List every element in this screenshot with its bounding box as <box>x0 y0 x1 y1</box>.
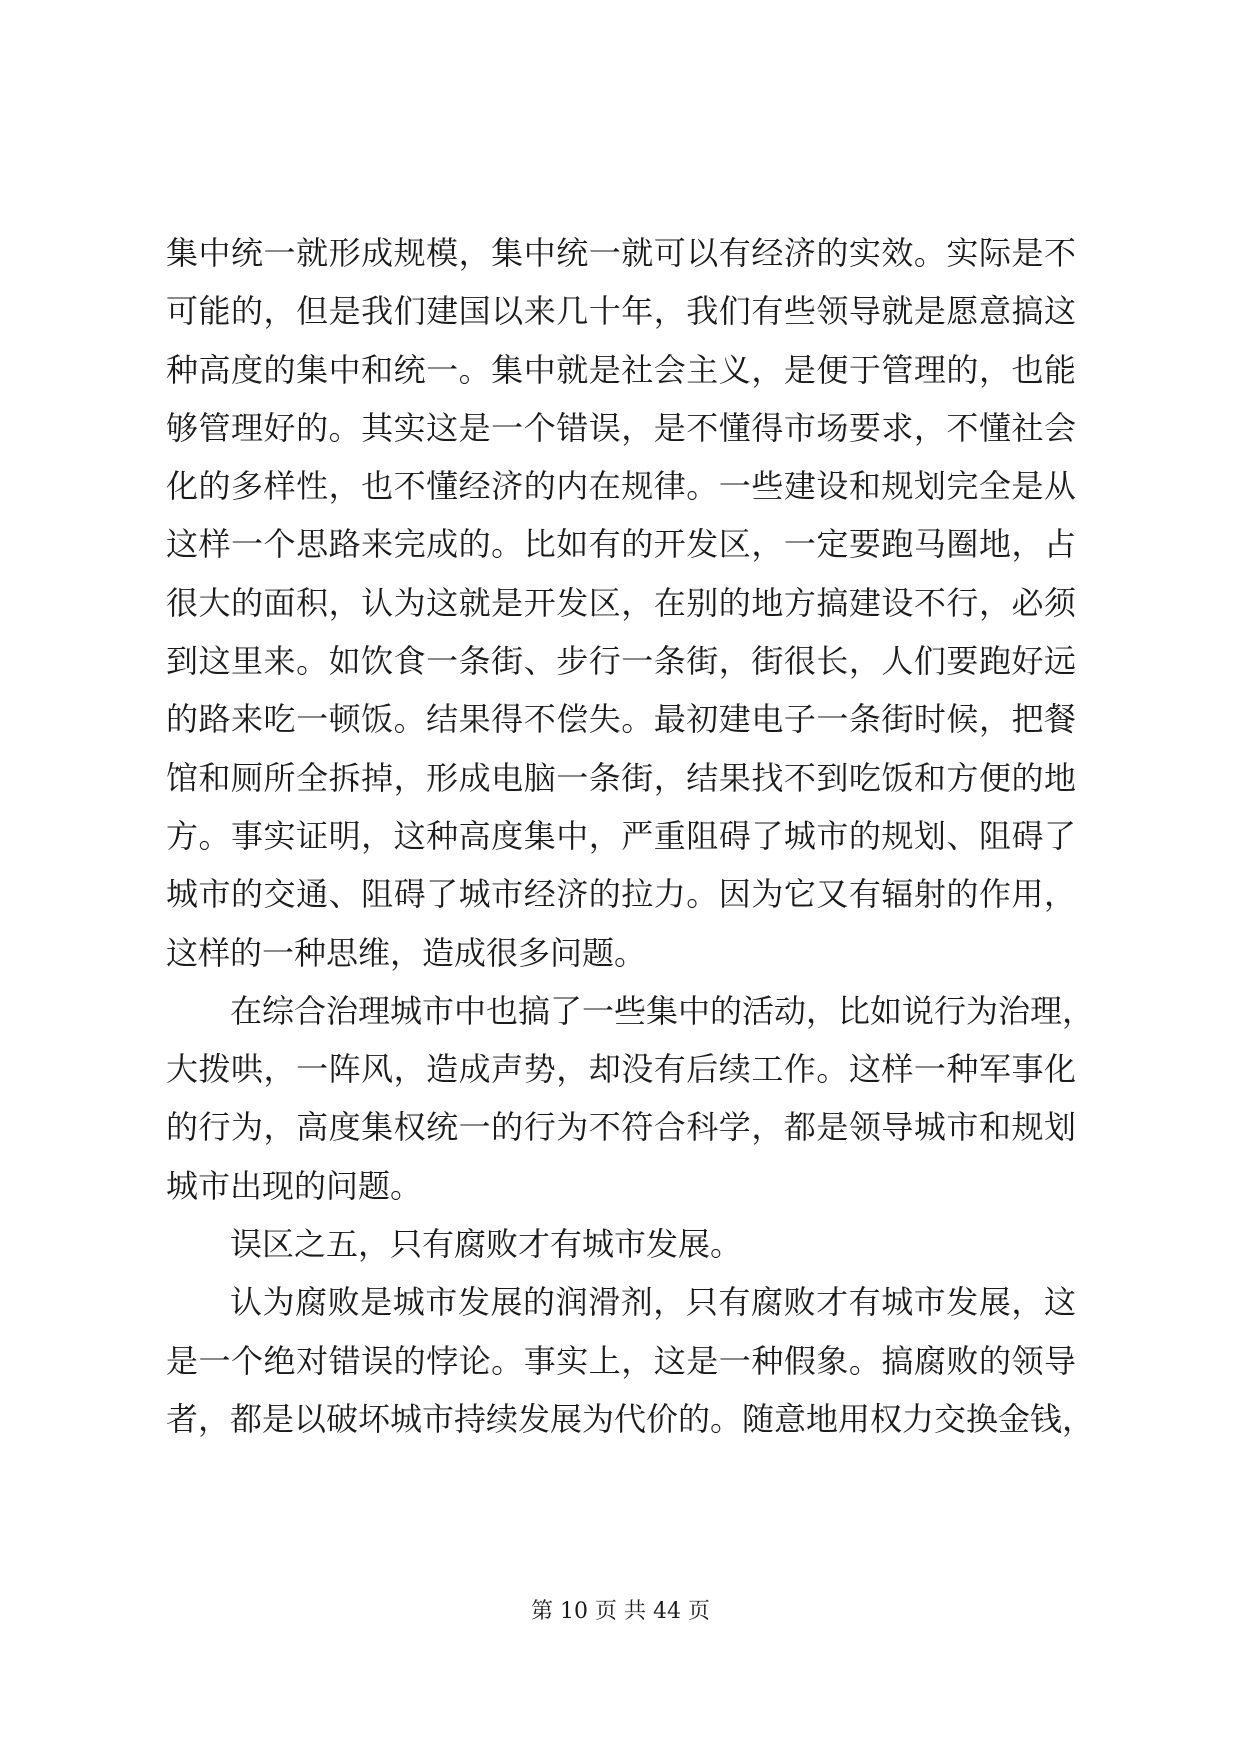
text-line: 集中统一就形成规模，集中统一就可以有经济的实效。实际是不 <box>166 234 1076 272</box>
text-line: 这样的一种思维，造成很多问题。 <box>166 933 647 972</box>
text-line: 的行为，高度集权统一的行为不符合科学，都是领导城市和规划 <box>166 1108 1076 1147</box>
text-line: 在综合治理城市中也搞了一些集中的活动，比如说行为治理， <box>230 991 1095 1030</box>
text-line: 很大的面积，认为这就是开发区，在别的地方搞建设不行，必须 <box>166 583 1076 622</box>
text-line: 馆和厕所全拆掉，形成电脑一条街，结果找不到吃饭和方便的地 <box>166 758 1076 797</box>
text-line: 化的多样性，也不懂经济的内在规律。一些建设和规划完全是从 <box>166 467 1076 506</box>
text-line: 可能的，但是我们建国以来几十年，我们有些领导就是愿意搞这 <box>166 292 1076 331</box>
text-line: 方。事实证明，这种高度集中，严重阻碍了城市的规划、阻碍了 <box>166 816 1076 855</box>
text-line: 这样一个思路来完成的。比如有的开发区，一定要跑马圈地，占 <box>166 525 1076 564</box>
text-line: 城市的交通、阻碍了城市经济的拉力。因为它又有辐射的作用， <box>166 875 1076 914</box>
text-line: 到这里来。如饮食一条街、步行一条街，街很长，人们要跑好远 <box>166 642 1076 681</box>
document-body <box>166 224 1095 1448</box>
text-line: 够管理好的。其实这是一个错误，是不懂得市场要求，不懂社会 <box>166 408 1076 447</box>
text-line: 城市出现的问题。 <box>166 1166 423 1205</box>
text-line: 种高度的集中和统一。集中就是社会主义，是便于管理的，也能 <box>166 350 1076 389</box>
text-line: 大拨哄，一阵风，造成声势，却没有后续工作。这样一种军事化 <box>166 1050 1076 1089</box>
text-line: 是一个绝对错误的悖论。事实上，这是一种假象。搞腐败的领导 <box>166 1341 1076 1380</box>
text-line: 误区之五，只有腐败才有城市发展。 <box>230 1225 743 1264</box>
text-line: 认为腐败是城市发展的润滑剂，只有腐败才有城市发展，这 <box>230 1283 1076 1322</box>
page-number-footer: 第 10 页 共 44 页 <box>531 1599 710 1624</box>
text-line: 者，都是以破坏城市持续发展为代价的。随意地用权力交换金钱， <box>166 1399 1095 1438</box>
text-line: 的路来吃一顿饭。结果得不偿失。最初建电子一条街时候，把餐 <box>166 700 1076 739</box>
